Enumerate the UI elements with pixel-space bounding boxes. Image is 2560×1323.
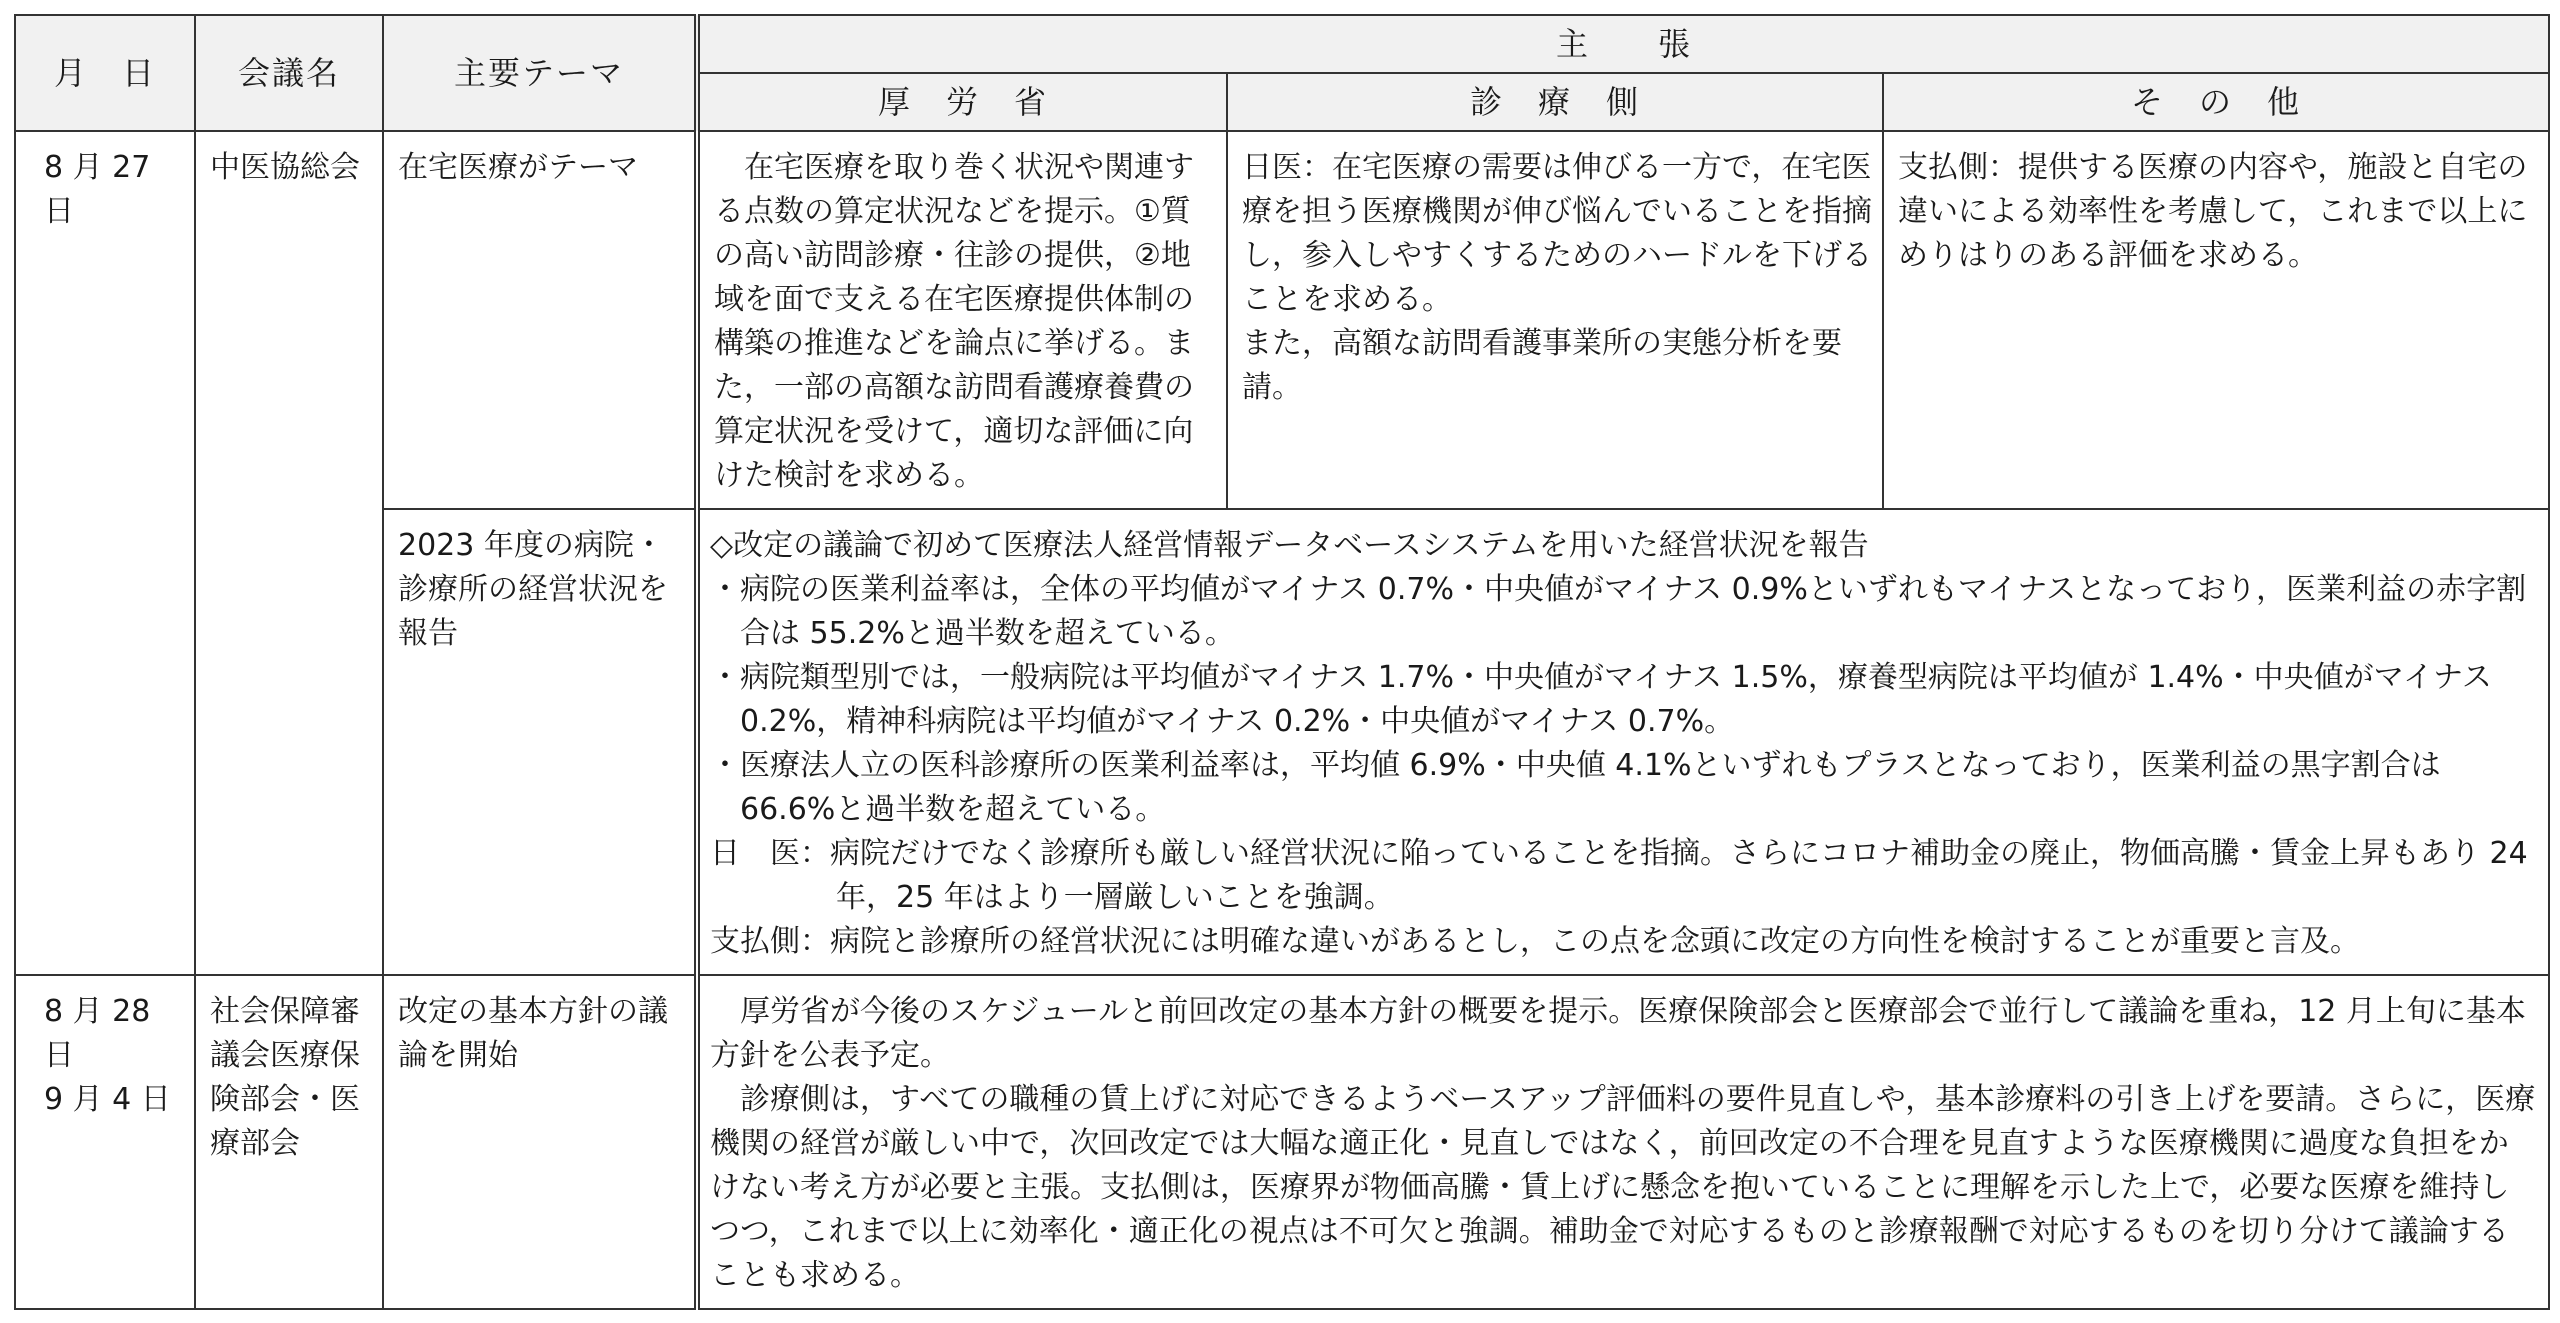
mhlw-text: 在宅医療を取り巻く状況や関連する点数の算定状況などを提示。①質の高い訪問診療・往診の提供，②地域を面で支える在宅医療提供体制の構築の推進などを論点に挙げる。また，一部の高額な訪問看護療養費の算定状況を受けて，適切な評価に向けた検討を求める。 (714, 150, 1194, 493)
table-row (15, 131, 2549, 509)
header-clinical: 診 療 側 (1227, 73, 1883, 131)
report-cell (697, 509, 2549, 975)
table-row (15, 975, 2549, 1309)
header-date: 月 日 (15, 15, 195, 131)
header-mhlw: 厚 労 省 (697, 73, 1227, 131)
meeting-name: 社会保障審議会医療保険部会・医療部会 (210, 994, 360, 1161)
report-bullet: ・病院の医業利益率は，全体の平均値がマイナス 0.7%・中央値がマイナス 0.9%といずれもマイナスとなっており，医業利益の赤字割合は 55.2%と過半数を超えている。 (710, 572, 2527, 651)
other-text: 支払側：提供する医療の内容や，施設と自宅の違いによる効率性を考慮して，これまで以上にめりはりのある評価を求める。 (1898, 150, 2528, 273)
policy-text: 診療側は，すべての職種の賃上げに対応できるようベースアップ評価料の要件見直しや，基本診療料の引き上げを要請。さらに，医療機関の経営が厳しい中で，次回改定では大幅な適正化・見直しではなく，前回改定の不合理を見直すような医療機関に過度な負担をかけない考え方が必要と主張。支払側は，医療界が物価高騰・賃上げに懸念を抱いていることに理解を示した上で，必要な医療を維持しつつ，これまで以上に効率化・適正化の視点は不可欠と強調。補助金で対応するものと診療報酬で対応するものを切り分けて議論することも求める。 (710, 1082, 2536, 1293)
date-cell (15, 975, 195, 1309)
date-line: 9 月 4 日 (44, 1082, 171, 1117)
theme-text: 改定の基本方針の議論を開始 (398, 994, 668, 1073)
policy-text: 厚労省が今後のスケジュールと前回改定の基本方針の概要を提示。医療保険部会と医療部会で並行して議論を重ね，12 月上旬に基本方針を公表予定。 (710, 994, 2526, 1073)
theme-text: 2023 年度の病院・診療所の経営状況を報告 (398, 528, 668, 651)
theme-text: 在宅医療がテーマ (398, 150, 638, 185)
header-row (15, 15, 2549, 73)
report-bullet: ・病院類型別では，一般病院は平均値がマイナス 1.7%・中央値がマイナス 1.5%，療養型病院は平均値が 1.4%・中央値がマイナス 0.2%，精神科病院は平均値がマイナス 0.2%・中央値がマイナス 0.7%。 (710, 660, 2492, 739)
header-other: そ の 他 (1883, 73, 2549, 131)
table-row (15, 509, 2549, 975)
date-cell (15, 131, 195, 975)
clinical-text: また，高額な訪問看護事業所の実態分析を要請。 (1242, 326, 1842, 405)
other-cell (1883, 131, 2549, 509)
payer-comment: 支払側：病院と診療所の経営状況には明確な違いがあるとし，この点を念頭に改定の方向性を検討することが重要と言及。 (710, 924, 2360, 959)
report-bullet: ・医療法人立の医科診療所の医業利益率は，平均値 6.9%・中央値 4.1%といずれもプラスとなっており，医業利益の黒字割合は 66.6%と過半数を超えている。 (710, 748, 2441, 827)
report-heading: ◇改定の議論で初めて医療法人経営情報データベースシステムを用いた経営状況を報告 (710, 528, 1869, 563)
schedule-table (14, 14, 2550, 1310)
theme-cell (383, 975, 697, 1309)
theme-cell (383, 509, 697, 975)
header-meeting: 会議名 (195, 15, 383, 131)
date-line: 8 月 28 日 (44, 994, 151, 1073)
clinical-text: 日医：在宅医療の需要は伸びる一方で，在宅医療を担う医療機関が伸び悩んでいることを指摘し，参入しやすくするためのハードルを下げることを求める。 (1242, 150, 1872, 317)
header-theme: 主要テーマ (383, 15, 697, 131)
meeting-cell (195, 975, 383, 1309)
date-line: 8 月 27 日 (44, 150, 151, 229)
clinical-cell (1227, 131, 1883, 509)
mhlw-cell (697, 131, 1227, 509)
policy-cell (697, 975, 2549, 1309)
meeting-name: 中医協総会 (210, 150, 360, 185)
header-claims: 主 張 (697, 15, 2549, 73)
theme-cell (383, 131, 697, 509)
nichii-comment: 日 医：病院だけでなく診療所も厳しい経営状況に陥っていることを指摘。さらにコロナ補助金の廃止，物価高騰・賃金上昇もあり 24 年，25 年はより一層厳しいことを強調。 (710, 836, 2528, 915)
meeting-cell (195, 131, 383, 975)
